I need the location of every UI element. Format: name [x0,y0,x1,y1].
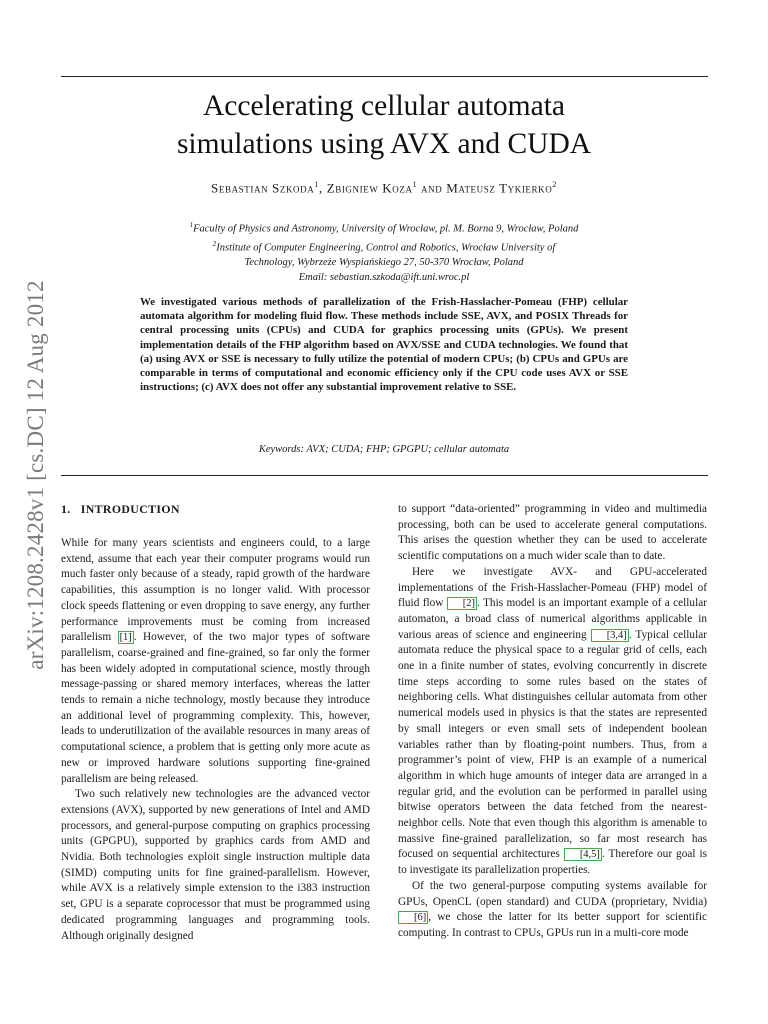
title-line-2: simulations using AVX and CUDA [176,128,592,160]
author-conjunction: and [421,180,443,196]
author-affiliation-mark: 1 [314,180,319,189]
affiliation-1 [110,218,658,237]
affiliation-text: Institute of Computer Engineering, Control and Robotics, Wrocław University of [216,242,556,253]
paragraph: Two such relatively new technologies are the advanced vector extensions (AVX), supported by new generations of Intel and AMD processors, and general-purpose computing on graphics processing units (GPGPU), supported by graphics cards from AMD and Nvidia. Both technologies exploit single instruction multiple data (SIMD) computing units for fine grained-parallelism. However, while AVX is a relatively simple extension to the i383 instruction set, GPU is a separate coprocessor that must be programmed using dedicated programming languages and programming tools. Although originally designed [61,788,370,942]
paper-title [100,87,668,163]
section-title: INTRODUCTION [80,502,180,516]
paragraph [398,879,707,942]
paragraph [398,565,707,879]
right-column [398,502,707,942]
top-rule [61,76,708,77]
paragraph-text: . However, of the two major types of software parallelism, coarse-grained and fine-grained, so far only the former has been widely adopted in computational science, mostly through message-passing or shared memory interfaces, whereas the latter tends to remain a niche technology, mostly because they introduce an additional level of programming complexity. This, however, leads to underutilization of the available resources in many areas of computational science, a problem that is getting only more acute as new or improved hardware solutions supporting fine-grained parallelism are being released. [61,631,370,785]
affiliation-mark: 1 [189,221,194,229]
left-column [61,502,370,944]
section-divider [61,475,708,476]
paragraph: to support “data-oriented” programming in video and multimedia processing, both can be used to accelerate general computations. This arises the question whether they can be used to accelerate scientific computations on a much wider scale than to date. [398,503,707,563]
author-name: Zbigniew Koza [326,180,413,196]
contact-email: Email: sebastian.szkoda@ift.uni.wroc.pl [298,272,470,283]
section-number: 1. [61,502,71,516]
paragraph-text: . This model is an important example of a cellular automaton, a broad class of numerical algorithms applicable in various areas of science and engineering [398,597,707,641]
citation-link[interactable]: [1] [119,632,132,644]
title-line-1: Accelerating cellular automata [203,90,565,122]
author-separator: , [318,180,323,196]
affiliation-text: Faculty of Physics and Astronomy, University of Wrocław, pl. M. Borna 9, Wrocław, Poland [193,223,579,235]
author-affiliation-mark: 1 [412,180,418,189]
paragraph [61,536,370,787]
author-name: Mateusz Tykierko [446,180,553,196]
affiliation-2-continued: Technology, Wybrzeże Wyspiańskiego 27, 50-370 Wrocław, Poland [244,257,524,268]
keywords: Keywords: AVX; CUDA; FHP; GPGPU; cellular automata [258,444,510,455]
citation-link[interactable]: [6] [398,911,428,924]
author-affiliation-mark: 2 [552,180,557,189]
paragraph-text: While for many years scientists and engineers could, to a large extend, assume that each year their computer programs would run much faster only because of a steady, rapid growth of the hardware capabilities, this assumption is no longer valid. With processor clock speeds flattening or even dropping to save energy, any further performance improvements must be coming from increased parallelism [61,537,370,644]
author-name: Sebastian Szkoda [211,180,315,196]
paragraph-text: , we chose the latter for its better support for scientific computing. In contrast to CPUs, GPUs run in a multi-core mode [398,911,707,939]
affiliation-2 [110,237,658,256]
arxiv-identifier: arXiv:1208.2428v1 [cs.DC] 12 Aug 2012 [23,280,48,670]
affiliation-mark: 2 [212,239,217,248]
citation-link[interactable]: [2] [447,597,477,610]
paragraph-text: Here we investigate AVX- and GPU-accelerated implementations of the Frish-Hasslacher-Pomeau (FHP) model of fluid flow [398,565,707,610]
citation-link[interactable]: [3,4] [591,629,629,642]
citation-link[interactable]: [4,5] [564,848,602,861]
paragraph-text: Of the two general-purpose computing systems available for GPUs, OpenCL (open standard) and CUDA (proprietary, Nvidia) [398,879,707,908]
affiliations [110,218,658,285]
author-list [80,180,688,196]
paragraph-text: . Therefore our goal is to investigate its parallelization properties. [398,848,707,877]
section-heading [61,502,370,518]
paragraph-text: . Typical cellular automata reduce the physical space to a regular grid of cells, each one in a finite number of states, evolving concurrently in discrete time steps according to some rules based on the states of neighboring cells. What distinguishes cellular automata from other numerical models used in physics is that the states are represented by small integers or even small sets of independent boolean variables rather than by floating-point numbers. Thus, from a programmer’s point of view, FHP is an example of a numerical algorithm in which huge amounts of integer data are arranged in a regular grid, and the evolution can be performed in parallel using bitwise operators between the data fetched from the nearest-neighbor cells. Note that even though this algorithm is amenable to massive fine-grained parallelization, so far most research has focused on sequential architectures [398,628,707,861]
abstract: We investigated various methods of parallelization of the Frish-Hasslacher-Pomeau (FHP) cellular automata algorithm for modeling fluid flow. These methods include SSE, AVX, and POSIX Threads for central processing units (CPUs) and CUDA for graphics processing units (GPUs). We present implementation details of the FHP algorithm based on AVX/SSE and CUDA technologies. We found that (a) using AVX or SSE is necessary to fully utilize the potential of modern CPUs; (b) CPUs and GPUs are comparable in terms of computational and economic efficiency only if the CPU code uses AVX or SSE instructions; (c) AVX does not offer any substantial improvement relative to SSE. [140,296,628,394]
